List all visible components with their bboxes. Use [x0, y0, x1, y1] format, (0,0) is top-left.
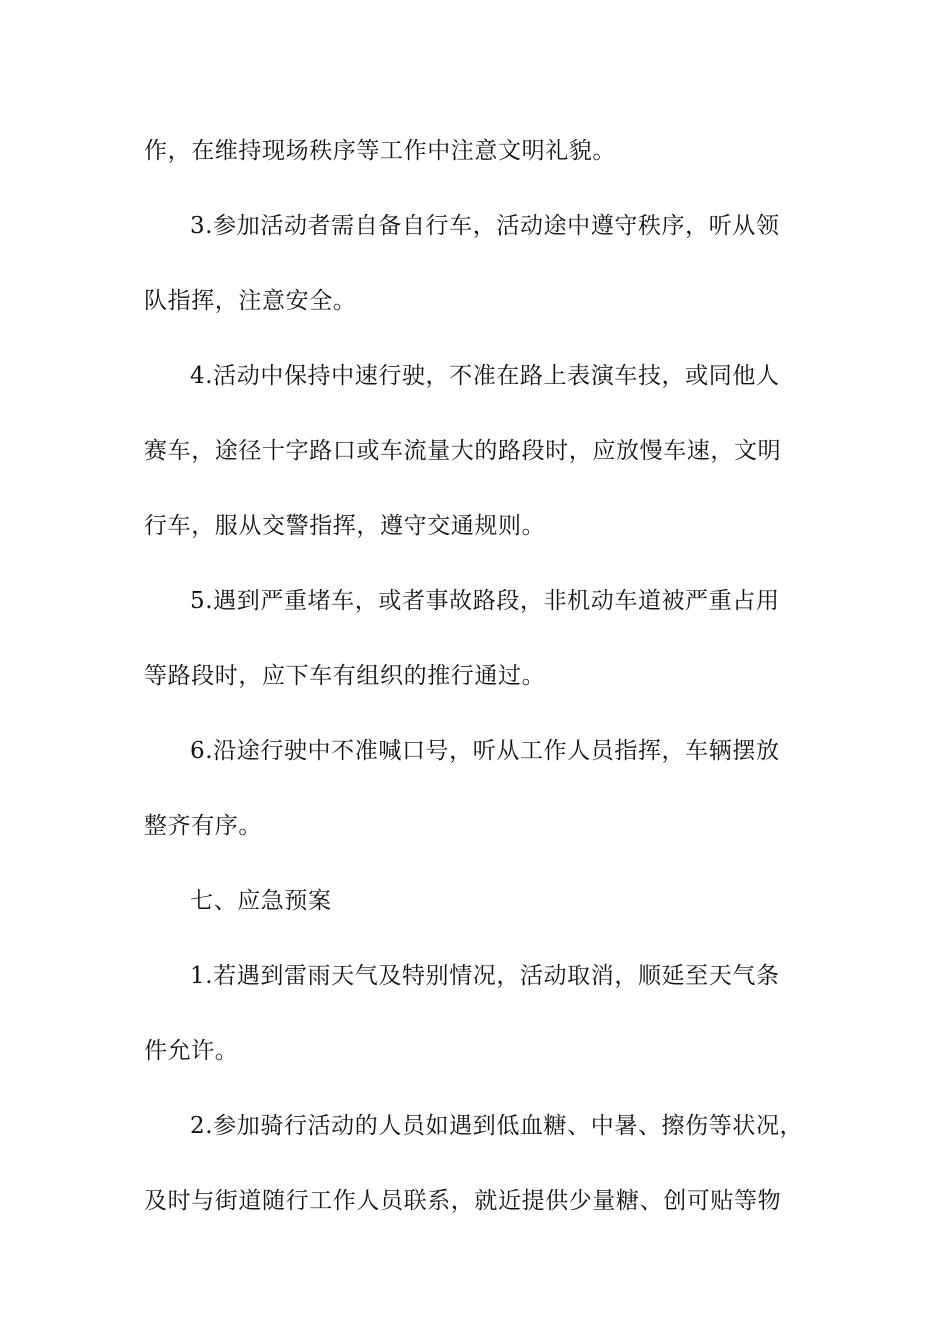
body-line-15: 及时与街道随行工作人员联系，就近提供少量糖、创可贴等物 [144, 1188, 782, 1214]
body-line-6: 行车，服从交警指挥，遵守交通规则。 [144, 513, 546, 539]
section-heading: 七、应急预案 [190, 888, 332, 914]
body-line-8: 等路段时，应下车有组织的推行通过。 [144, 663, 546, 689]
body-line-10: 整齐有序。 [144, 813, 262, 839]
body-line-9: 6.沿途行驶中不准喊口号，听从工作人员指挥，车辆摆放 [190, 738, 780, 764]
body-line-7: 5.遇到严重堵车，或者事故路段，非机动车道被严重占用 [190, 588, 780, 614]
body-line-14: 2.参加骑行活动的人员如遇到低血糖、中暑、擦伤等状况， [190, 1113, 804, 1139]
document-body [144, 121, 806, 1246]
body-line-3: 队指挥，注意安全。 [144, 288, 357, 314]
body-line-1: 作，在维持现场秩序等工作中注意文明礼貌。 [144, 138, 616, 164]
body-line-2: 3.参加活动者需自备自行车，活动途中遵守秩序，听从领 [190, 213, 780, 239]
body-line-13: 件允许。 [144, 1038, 239, 1064]
body-line-5: 赛车，途径十字路口或车流量大的路段时，应放慢车速，文明 [144, 438, 782, 464]
body-line-4: 4.活动中保持中速行驶，不准在路上表演车技，或同他人 [190, 363, 780, 389]
body-line-12: 1.若遇到雷雨天气及特别情况，活动取消，顺延至天气条 [190, 963, 780, 989]
